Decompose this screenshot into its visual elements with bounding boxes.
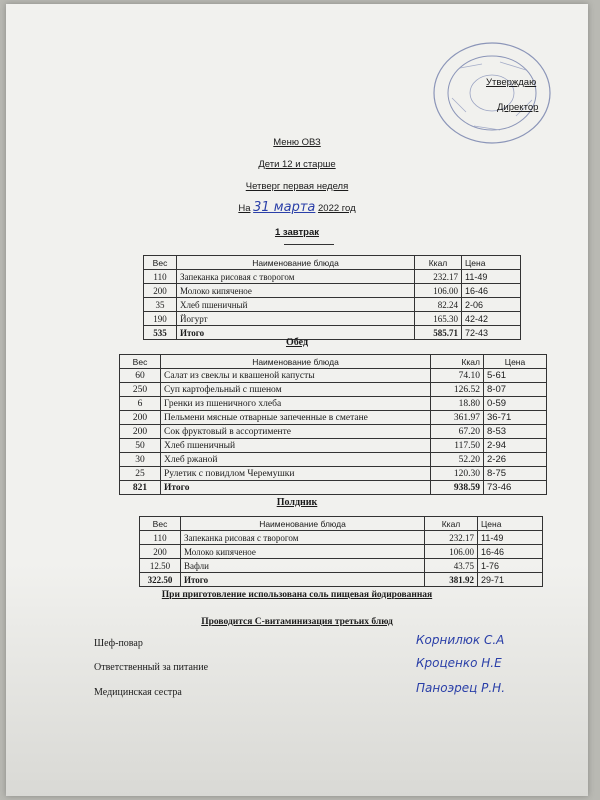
date-line — [6, 200, 588, 215]
table-row: 25 Рулетик с повидлом Черемушки 120.30 8-75 — [120, 467, 547, 481]
table-row: 6 Гренки из пшеничного хлеба 18.80 0-59 — [120, 397, 547, 411]
col-dish: Наименование блюда — [161, 355, 431, 369]
table-row: 250 Суп картофельный с пшеном 126.52 8-07 — [120, 383, 547, 397]
col-weight: Вес — [140, 517, 181, 531]
table-row: 200 Молоко кипяченое 106.00 16-46 — [144, 284, 521, 298]
vitamin-note: Проводится С-витаминизация третьих блюд — [201, 617, 393, 627]
nurse-label: Медицинская сестра — [94, 687, 182, 698]
table-row: 200 Пельмени мясные отварные запеченные в сметане 361.97 36-71 — [120, 411, 547, 425]
table-row: 110 Запеканка рисовая с творогом 232.17 11-49 — [144, 270, 521, 284]
menu-title: Меню ОВЗ — [273, 137, 321, 148]
heading-rule — [284, 244, 334, 245]
date-year: 2022 год — [318, 203, 356, 214]
official-stamp — [430, 38, 554, 148]
total-row: 322.50 Итого 381.92 29-71 — [140, 573, 543, 587]
breakfast-heading: 1 завтрак — [274, 227, 319, 238]
responsible-label: Ответственный за питание — [94, 662, 209, 673]
col-weight: Вес — [120, 355, 161, 369]
date-prefix: На — [238, 203, 251, 214]
col-price: Цена — [484, 355, 547, 369]
chef-signature: Корнилюк С.А — [416, 633, 505, 647]
day-week: Четверг первая неделя — [245, 181, 349, 192]
table-row: 190 Йогурт 165.30 42-42 — [144, 312, 521, 326]
col-price: Цена — [478, 517, 543, 531]
col-kcal: Ккал — [431, 355, 484, 369]
table-row: 200 Сок фруктовый в ассортименте 67.20 8-53 — [120, 425, 547, 439]
table-row: 12.50 Вафли 43.75 1-76 — [140, 559, 543, 573]
lunch-heading: Обед — [285, 337, 308, 348]
snack-heading: Полдник — [276, 497, 318, 508]
menu-document — [6, 4, 588, 796]
director-label: Директор — [497, 102, 539, 113]
col-price: Цена — [462, 256, 521, 270]
chef-label: Шеф-повар — [94, 638, 143, 649]
total-row: 821 Итого 938.59 73-46 — [120, 481, 547, 495]
table-row: 200 Молоко кипяченое 106.00 16-46 — [140, 545, 543, 559]
total-row: 535 Итого 585.71 72-43 — [144, 326, 521, 340]
table-row: 50 Хлеб пшеничный 117.50 2-94 — [120, 439, 547, 453]
lunch-table — [119, 354, 547, 495]
col-kcal: Ккал — [415, 256, 462, 270]
table-row: 30 Хлеб ржаной 52.20 2-26 — [120, 453, 547, 467]
table-row: 35 Хлеб пшеничный 82.24 2-06 — [144, 298, 521, 312]
age-group: Дети 12 и старше — [258, 159, 336, 170]
snack-table — [139, 516, 543, 587]
table-row: 60 Салат из свеклы и квашеной капусты 74.10 5-61 — [120, 369, 547, 383]
col-dish: Наименование блюда — [177, 256, 415, 270]
date-handwritten: 31 марта — [253, 200, 316, 215]
col-weight: Вес — [144, 256, 177, 270]
col-dish: Наименование блюда — [181, 517, 425, 531]
nurse-signature: Паноэрец Р.Н. — [416, 681, 506, 695]
table-row: 110 Запеканка рисовая с творогом 232.17 11-49 — [140, 531, 543, 545]
breakfast-table — [143, 255, 521, 340]
salt-note: При приготовление использована соль пищевая йодированная — [161, 590, 433, 600]
approve-label: Утверждаю — [486, 77, 537, 88]
responsible-signature: Кроценко Н.Е — [416, 656, 502, 670]
col-kcal: Ккал — [425, 517, 478, 531]
